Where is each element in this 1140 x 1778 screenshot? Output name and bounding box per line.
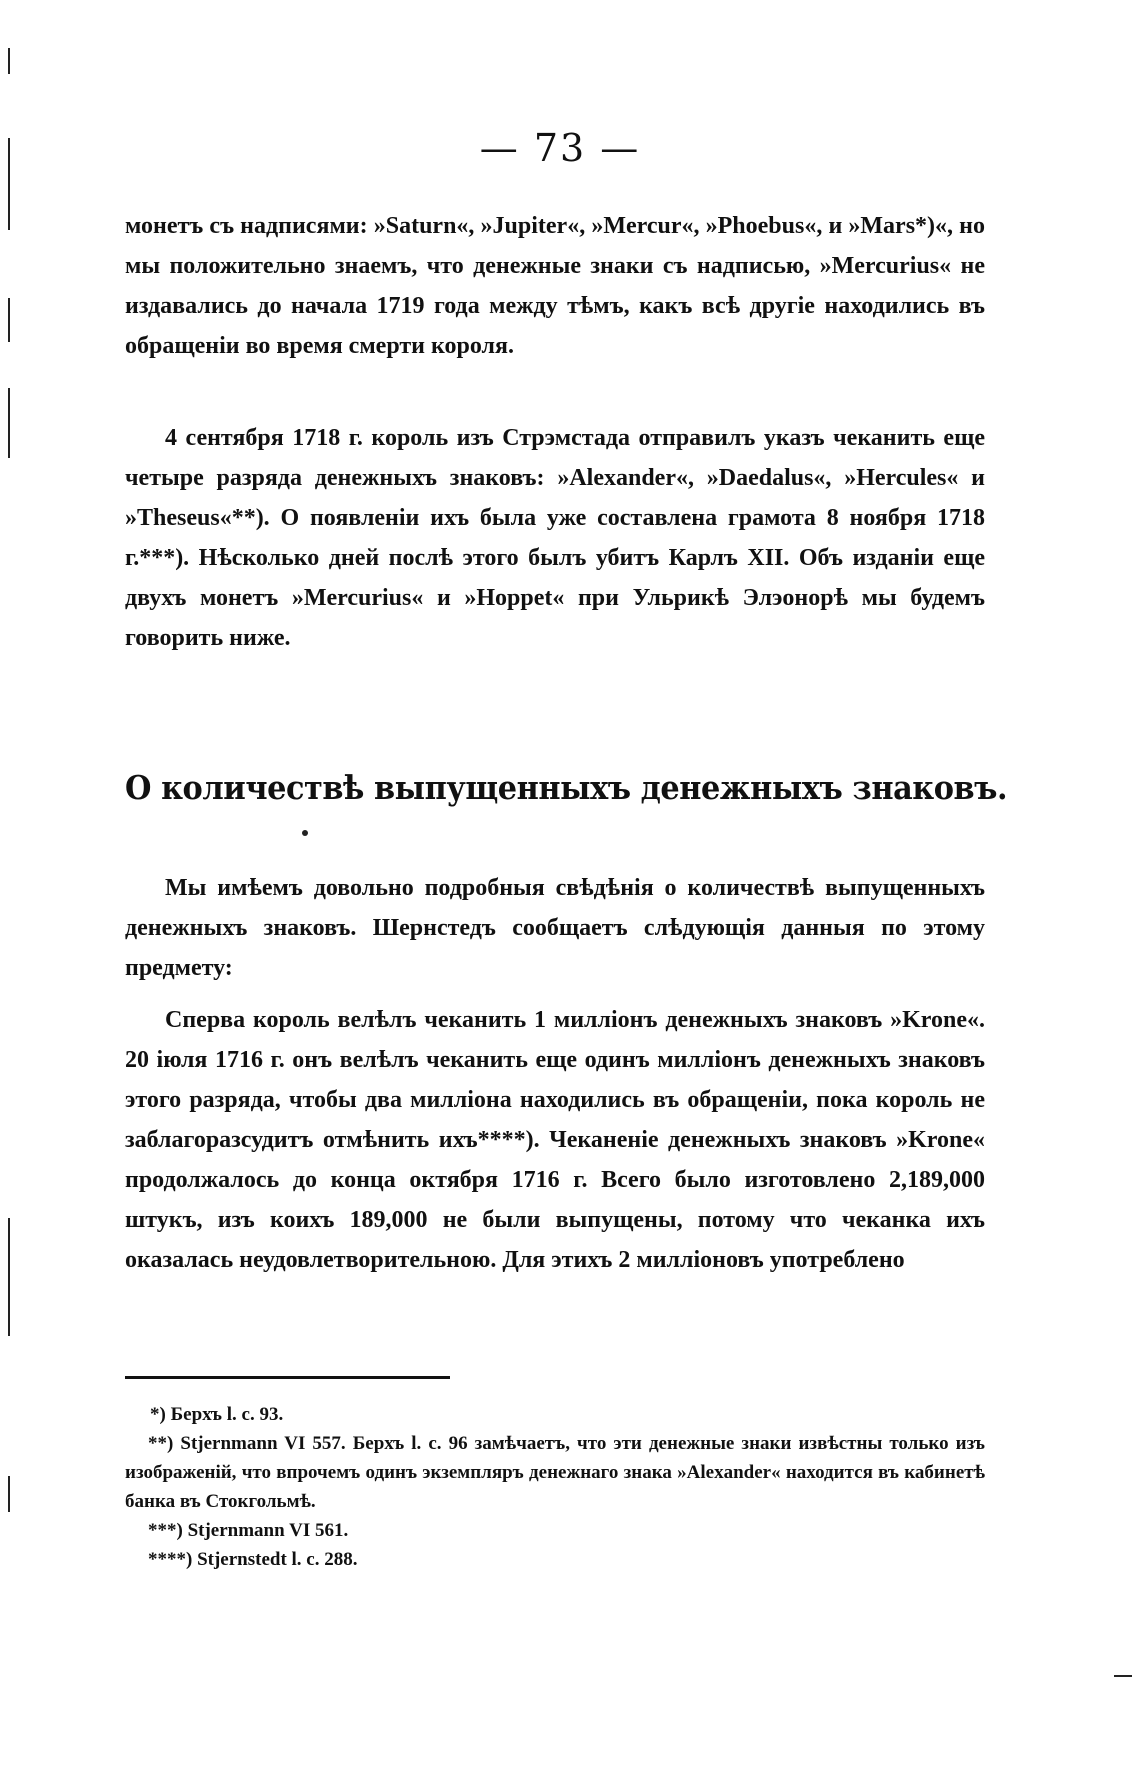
paragraph-krone-minting bbox=[125, 1000, 985, 1280]
paragraph-september-decree bbox=[125, 418, 985, 658]
paragraph-intro-quantity bbox=[125, 868, 985, 988]
scan-margin-mark bbox=[8, 1476, 10, 1512]
scan-margin-mark bbox=[8, 48, 10, 74]
paragraph-3: Мы имѣемъ довольно подробныя свѣдѣнія о количествѣ выпущенныхъ денежныхъ знаковъ. Шернстедъ сообщаетъ слѣдующія данныя по этому предмету: bbox=[125, 875, 985, 981]
footnote-4: ****) Stjernstedt l. c. 288. bbox=[148, 1549, 358, 1570]
footnote-2: **) Stjernmann VI 557. Берхъ l. c. 96 замѣчаетъ, что эти денежные знаки извѣстны только изъ изображеній, что впрочемъ одинъ экземпляръ денежнаго знака »Alexander« находится въ кабинетѣ банка въ Стокгольмѣ. bbox=[125, 1433, 985, 1512]
paragraph-4: Сперва король велѣлъ чеканить 1 милліонъ денежныхъ знаковъ »Krone«. 20 іюля 1716 г. онъ велѣлъ чеканить еще одинъ милліонъ денежныхъ знаковъ этого разряда, чтобы два милліона находились въ обращеніи, пока король не заблагоразсудитъ отмѣнить ихъ****). Чеканеніе денежныхъ знаковъ »Krone« продолжалось до конца октября 1716 г. Всего было изготовлено 2,189,000 штукъ, изъ коихъ 189,000 не были выпущены, потому что чеканка ихъ оказалась неудовлетворительною. Для этихъ 2 милліоновъ употреблено bbox=[125, 1007, 985, 1273]
scan-margin-mark bbox=[8, 1218, 10, 1336]
scan-margin-mark bbox=[1114, 1675, 1132, 1677]
footnotes bbox=[125, 1400, 985, 1574]
paragraph-2: 4 сентября 1718 г. король изъ Стрэмстада отправилъ указъ чеканить еще четыре разряда денежныхъ знаковъ: »Alexander«, »Daedalus«, »Hercules« и »Theseus«**). О появленіи ихъ была уже составлена грамота 8 ноября 1718 г.***). Нѣсколько дней послѣ этого былъ убитъ Карлъ XII. Объ изданіи еще двухъ монетъ »Mercurius« и »Hoppet« при Ульрикѣ Элэонорѣ мы будемъ говорить ниже. bbox=[125, 425, 985, 651]
scan-margin-mark bbox=[8, 298, 10, 342]
footnote-divider bbox=[125, 1376, 450, 1379]
scan-margin-mark bbox=[8, 138, 10, 230]
paragraph-continuation bbox=[125, 206, 985, 366]
page-number: — 73 — bbox=[479, 126, 641, 170]
footnote-3: ***) Stjernmann VI 561. bbox=[148, 1520, 349, 1541]
footnote-1: *) Берхъ l. c. 93. bbox=[150, 1404, 284, 1425]
stray-dot-mark bbox=[302, 830, 308, 836]
paragraph-1: монетъ съ надписями: »Saturn«, »Jupiter«, »Mercur«, »Phoebus«, и »Mars*)«, но мы положительно знаемъ, что денежные знаки съ надписью, »Mercurius« не издавались до начала 1719 года между тѣмъ, какъ всѣ другіе находились въ обращеніи во время смерти короля. bbox=[125, 213, 985, 359]
section-heading: О количествѣ выпущенныхъ денежныхъ знаковъ. bbox=[125, 768, 1008, 807]
scan-margin-mark bbox=[8, 388, 10, 458]
